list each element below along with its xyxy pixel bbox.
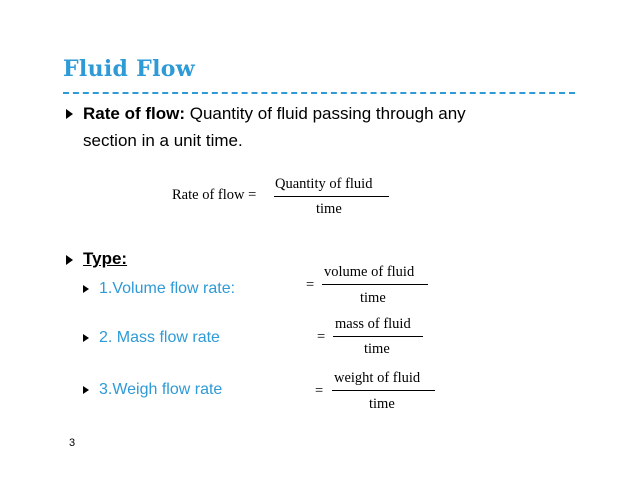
mass-flow-rate-label: 2. Mass flow rate	[99, 329, 220, 346]
volume-flow-rate-label: 1.Volume flow rate:	[99, 280, 236, 297]
sub-bullet-icon	[83, 386, 89, 394]
rate-of-flow-numerator: Quantity of fluid	[275, 176, 373, 192]
sub-bullet-icon	[83, 334, 89, 342]
mass-equals: =	[317, 329, 326, 345]
slide-title: Fluid Flow	[63, 56, 195, 82]
rate-of-flow-fraction-bar	[274, 196, 389, 197]
volume-numerator: volume of fluid	[324, 264, 415, 280]
title-divider	[63, 92, 575, 94]
type-heading: Type:	[83, 249, 128, 268]
rate-of-flow-line1	[83, 104, 466, 124]
page-number: 3	[69, 437, 76, 449]
mass-fraction-bar	[333, 336, 423, 337]
weight-denominator: time	[369, 396, 395, 412]
volume-denominator: time	[360, 290, 386, 306]
weight-equals: =	[315, 383, 324, 399]
bullet-icon	[66, 109, 73, 119]
mass-denominator: time	[364, 341, 390, 357]
mass-numerator: mass of fluid	[335, 316, 411, 332]
bullet-icon	[66, 255, 73, 265]
volume-equals: =	[306, 277, 315, 293]
rate-of-flow-term: Rate of flow:	[83, 104, 185, 123]
rate-of-flow-denominator: time	[316, 201, 342, 217]
weight-fraction-bar	[332, 390, 435, 391]
rate-of-flow-formula-lhs: Rate of flow =	[172, 187, 257, 203]
weight-numerator: weight of fluid	[334, 370, 421, 386]
rate-of-flow-definition: Quantity of fluid passing through any	[185, 104, 466, 123]
sub-bullet-icon	[83, 285, 89, 293]
volume-fraction-bar	[322, 284, 428, 285]
rate-of-flow-line2: section in a unit time.	[83, 131, 243, 150]
weigh-flow-rate-label: 3.Weigh flow rate	[99, 381, 223, 398]
